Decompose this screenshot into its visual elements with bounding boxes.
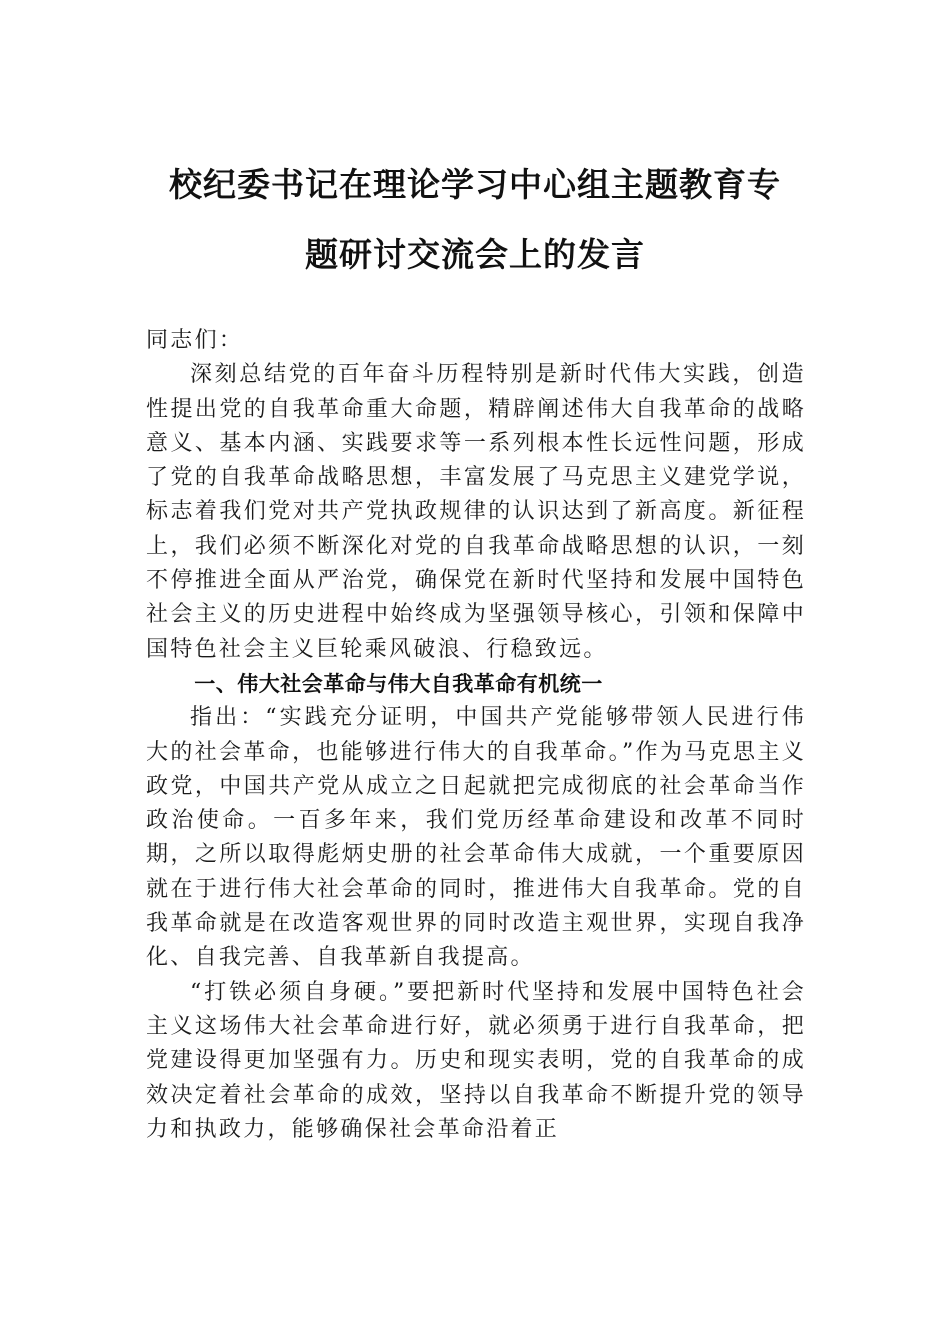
document-title [120,150,830,290]
body-paragraph: “打铁必须自身硬。”要把新时代坚持和发展中国特色社会主义这场伟大社会革命进行好，就必须勇于进行自我革命，把党建设得更加坚强有力。历史和现实表明，党的自我革命的成效决定着社会革命的成效，坚持以自我革命不断提升党的领导力和执政力，能够确保社会革命沿着正 [146,979,806,1142]
document-body [146,324,806,1147]
document-title-line-2: 题研讨交流会上的发言 [305,235,645,274]
body-paragraph-intro: 深刻总结党的百年奋斗历程特别是新时代伟大实践，创造性提出党的自我革命重大命题，精辟阐述伟大自我革命的战略意义、基本内涵、实践要求等一系列根本性长远性问题，形成了党的自我革命战略思想，丰富发展了马克思主义建党学说，标志着我们党对共产党执政规律的认识达到了新高度。新征程上，我们必须不断深化对党的自我革命战略思想的认识，一刻不停推进全面从严治党，确保党在新时代坚持和发展中国特色社会主义的历史进程中始终成为坚强领导核心，引领和保障中国特色社会主义巨轮乘风破浪、行稳致远。 [146,362,806,662]
body-paragraph: 指出：“实践充分证明，中国共产党能够带领人民进行伟大的社会革命，也能够进行伟大的自我革命。”作为马克思主义政党，中国共产党从成立之日起就把完成彻底的社会革命当作政治使命。一百多年来，我们党历经革命建设和改革不同时期，之所以取得彪炳史册的社会革命伟大成就，一个重要原因就在于进行伟大社会革命的同时，推进伟大自我革命。党的自我革命就是在改造客观世界的同时改造主观世界，实现自我净化、自我完善、自我革新自我提高。 [146,705,806,971]
section-heading: 一、伟大社会革命与伟大自我革命有机统一 [194,671,603,696]
document-title-line-1: 校纪委书记在理论学习中心组主题教育专 [169,165,781,204]
salutation: 同志们： [146,328,244,353]
